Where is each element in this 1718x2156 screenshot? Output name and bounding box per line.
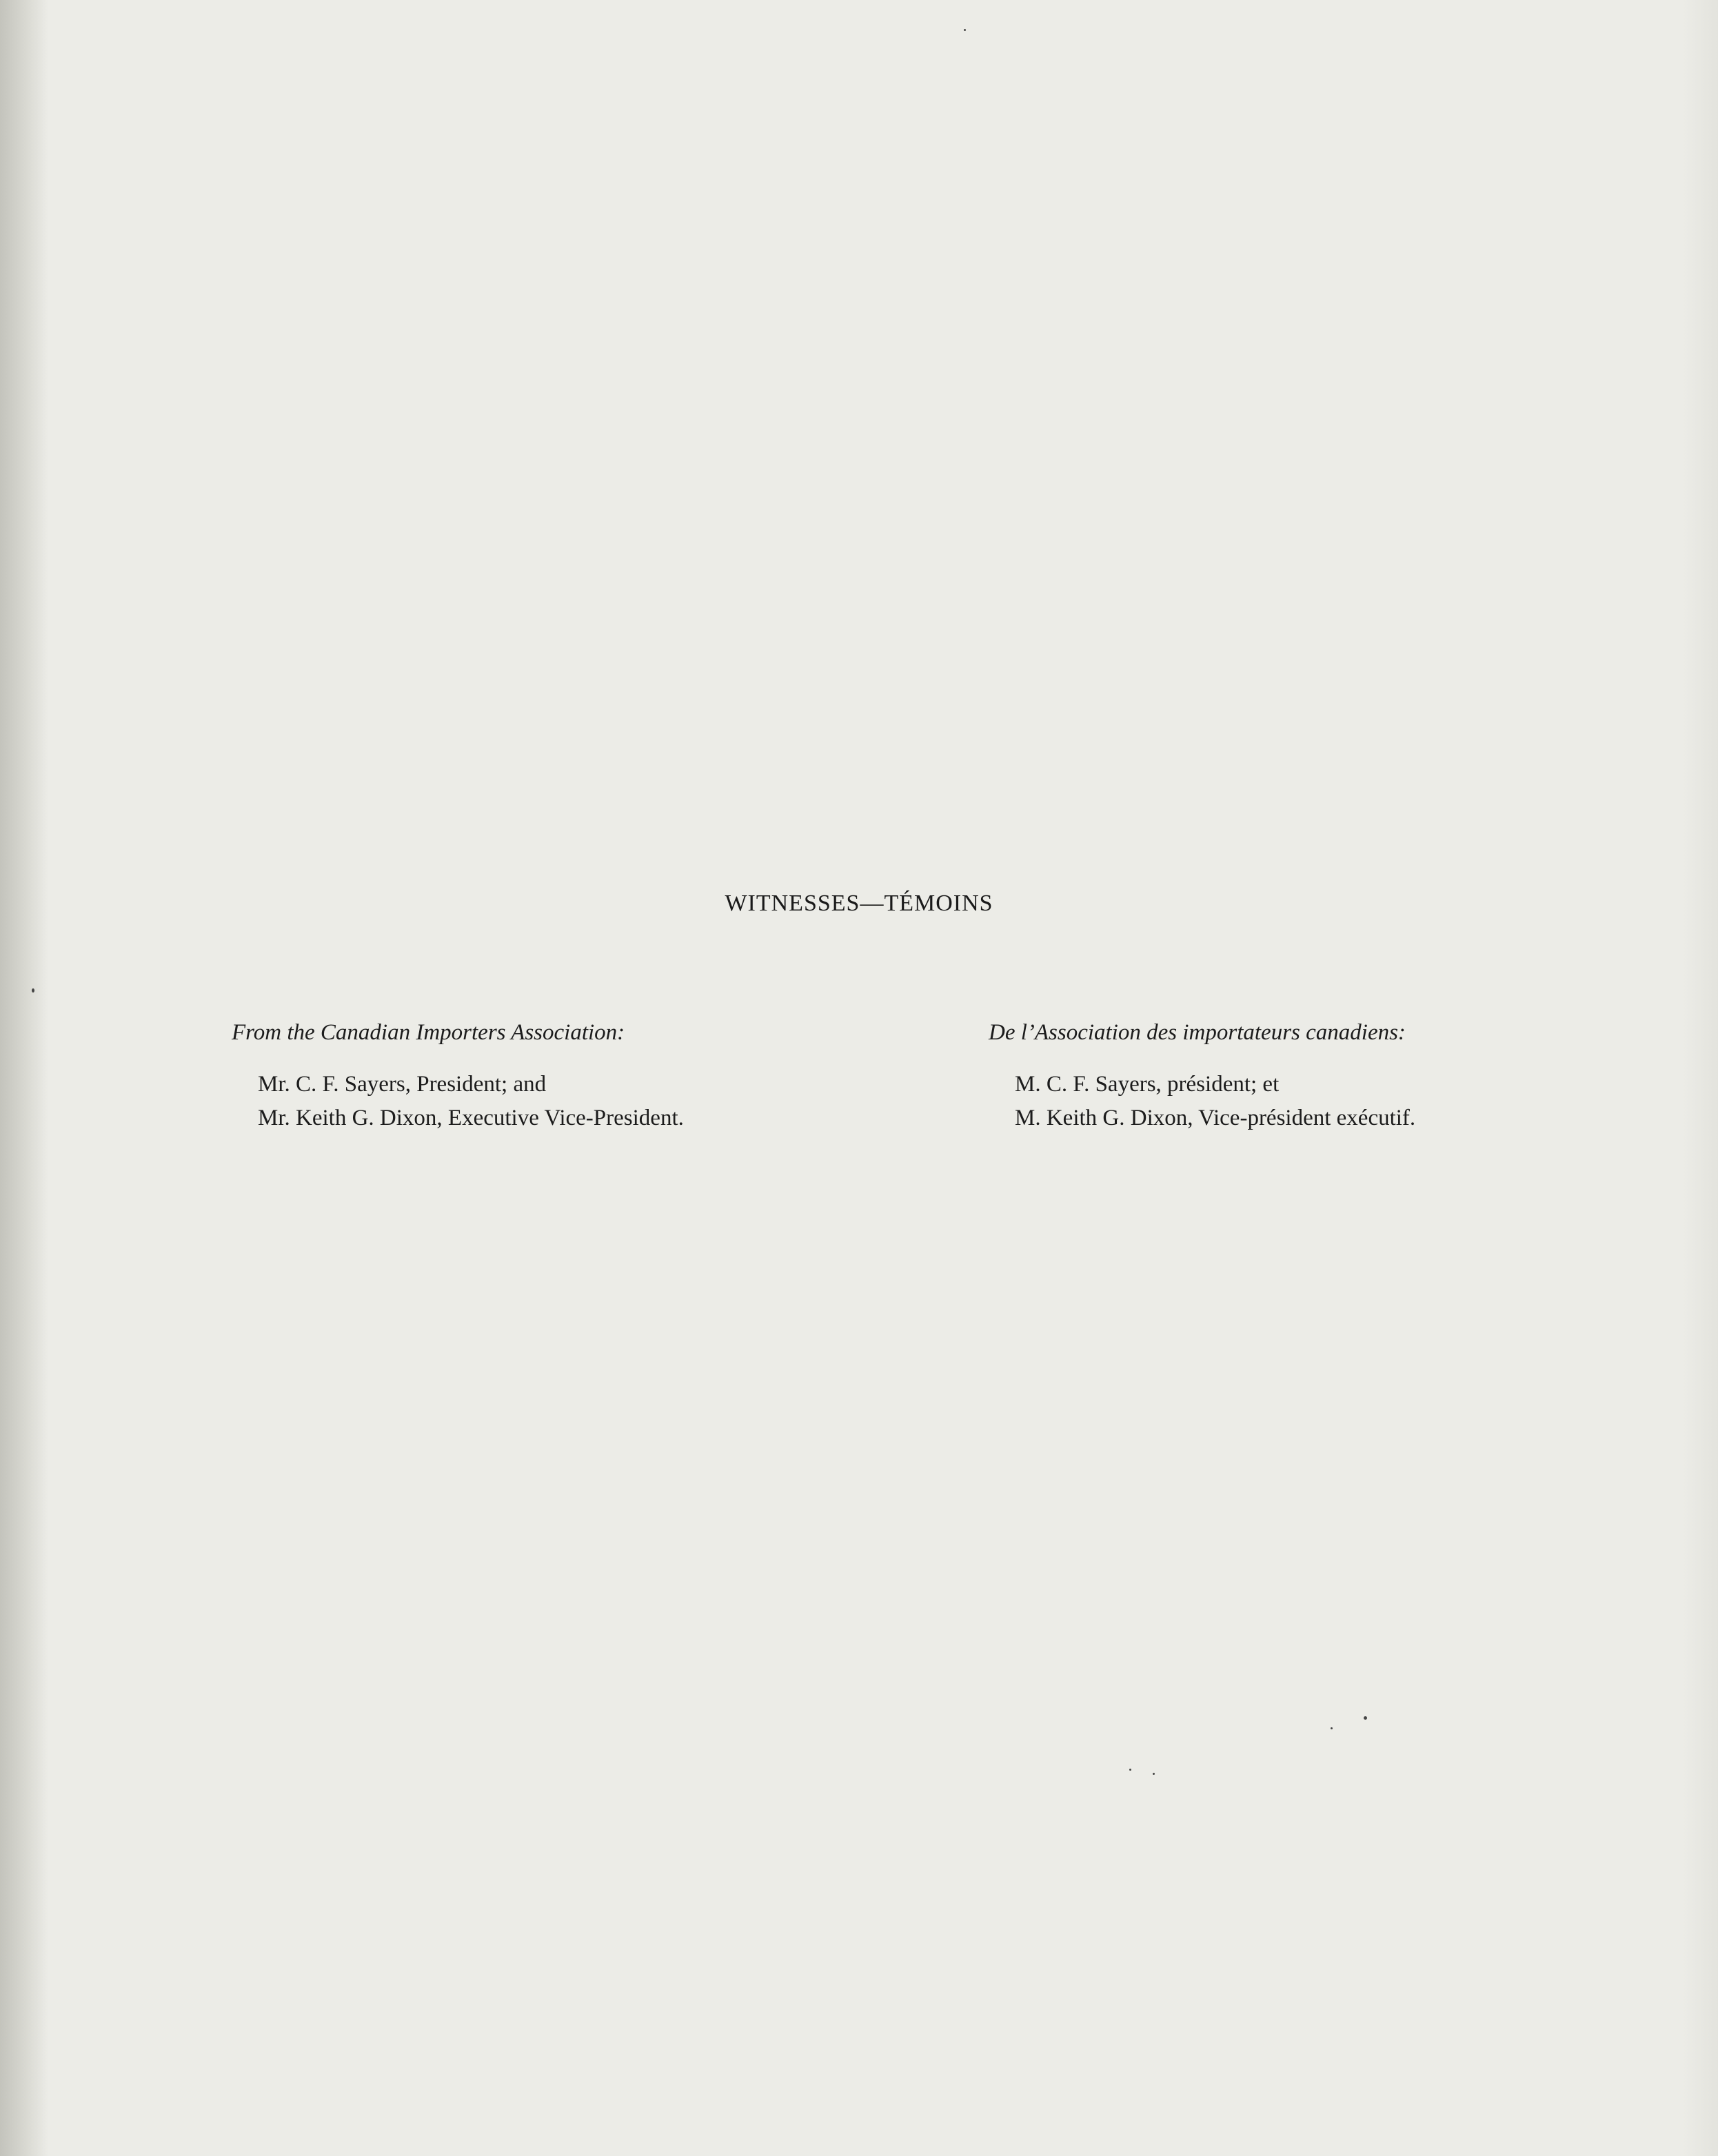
page-gutter-shadow <box>0 0 48 2156</box>
paper-speck <box>32 988 34 993</box>
french-witness-column <box>989 1016 1415 1135</box>
paper-speck <box>1364 1716 1367 1720</box>
english-witness-1: Mr. C. F. Sayers, President; and <box>258 1072 547 1097</box>
witnesses-heading: WITNESSES—TÉMOINS <box>725 891 993 916</box>
paper-speck <box>964 29 966 31</box>
paper-speck <box>1153 1773 1155 1775</box>
english-witness-column <box>232 1016 684 1135</box>
paper-speck <box>1331 1727 1333 1729</box>
english-organization: From the Canadian Importers Association: <box>232 1020 625 1045</box>
french-witness-1: M. C. F. Sayers, président; et <box>1015 1072 1280 1097</box>
french-witness-2: M. Keith G. Dixon, Vice-président exécutif. <box>1015 1106 1416 1130</box>
paper-speck <box>1129 1769 1131 1771</box>
french-organization: De l’Association des importateurs canadiens: <box>989 1020 1406 1045</box>
english-witness-2: Mr. Keith G. Dixon, Executive Vice-President. <box>258 1106 684 1130</box>
